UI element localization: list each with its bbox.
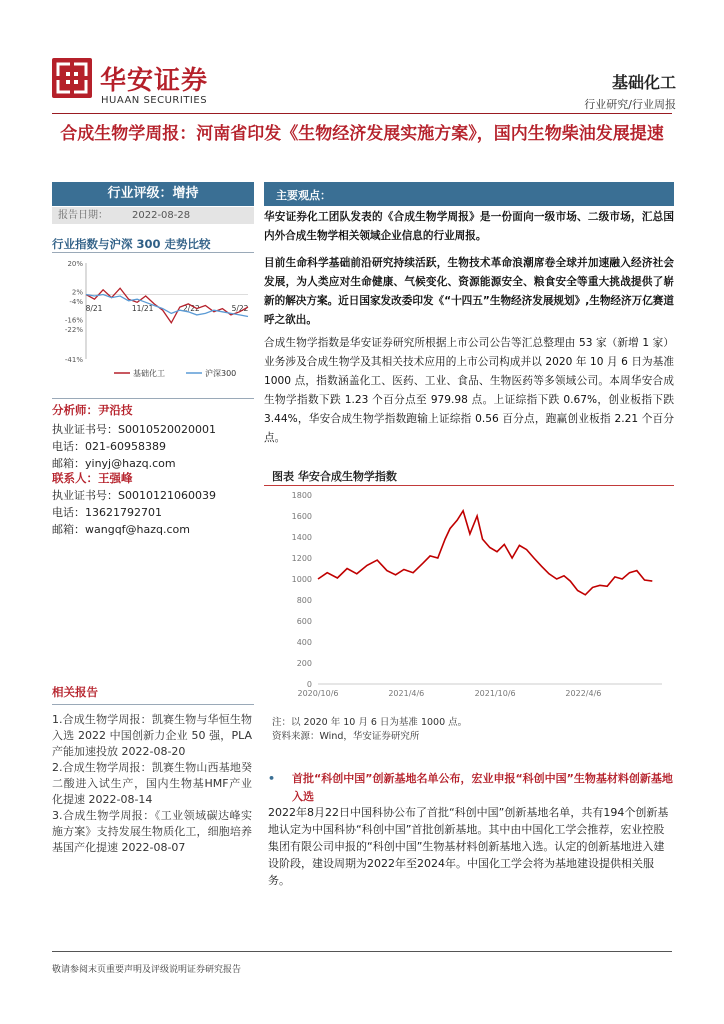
figure-divider [264,485,674,486]
y-tick-label: 2% [71,288,83,297]
x-tick-label: 2021/10/6 [474,689,516,698]
y-tick-label: 1800 [291,491,312,500]
figure-source: 资料来源：Wind，华安证券研究所 [272,731,420,742]
related-reports-list [52,712,252,856]
index-line [318,511,652,595]
y-tick-label: 600 [296,617,312,626]
logo-text-en: HUAAN SECURITIES [101,95,208,106]
paragraph-background: 目前生命科学基础前沿研究持续活跃，生物技术革命浪潮席卷全球并加速融入经济社会发展，为人类应对生命健康、气候变化、资源能源安全、粮食安全等重大挑战提供了崭新的解决方案。近日国家发改委印发《“十四五”生物经济发展规划》,生物经济万亿赛道呼之欲出。 [264,257,674,326]
paragraph-intro: 华安证券化工团队发表的《合成生物学周报》是一份面向一级市场、二级市场，汇总国内外合成生物学相关领域企业信息的行业周报。 [264,211,674,242]
huaan-logo-icon [52,58,92,98]
index-chart-title: 行业指数与沪深 300 走势比较 [52,237,211,251]
analyst-heading: 分析师：尹沿技 [52,403,133,417]
y-tick-label: -22% [64,326,83,335]
report-date-value: 2022-08-28 [132,210,191,221]
x-tick-label: 2021/4/6 [388,689,425,698]
synbio-index-chart [270,487,670,702]
analyst-phone: 电话：021-60958389 [52,440,166,453]
y-tick-label: -16% [64,316,83,325]
y-tick-label: 1000 [291,575,312,584]
legend-label: 基础化工 [133,369,165,378]
x-tick-label: 5/22 [231,303,249,313]
x-tick-label: 11/21 [131,303,154,313]
report-date-label: 报告日期： [58,210,108,221]
report-date-row [52,207,254,224]
report-type-label: 行业研究/行业周报 [584,98,676,111]
y-tick-label: 800 [296,596,312,605]
analyst-divider [52,398,254,399]
contact-email: 邮箱：wangqf@hazq.com [52,523,191,536]
header-divider [52,113,672,114]
contact-license: 执业证书号：S0010121060039 [52,489,216,502]
y-tick-label: 1400 [291,533,312,542]
y-tick-label: 0 [306,680,312,689]
figure-note: 注：以 2020 年 10 月 6 日为基准 1000 点。 [272,717,468,728]
y-tick-label: 20% [67,260,83,268]
key-points-bar [264,182,674,206]
industry-vs-hs300-chart [52,255,254,385]
related-divider [52,704,254,705]
analyst-license: 执业证书号：S0010520020001 [52,423,216,436]
figure-title: 图表 华安合成生物学指数 [272,470,397,483]
y-tick-label: -4% [69,297,83,306]
y-tick-label: 1600 [291,512,312,521]
related-report-item[interactable]: 1.合成生物学周报：凯赛生物与华恒生物入选 2022 中国创新力企业 50 强，PLA 产能加速投放 2022-08-20 [52,713,252,758]
key-points-label: 主要观点： [276,189,331,202]
footer-divider [52,951,672,952]
footer-disclaimer: 敬请参阅末页重要声明及评级说明证券研究报告 [52,965,242,975]
related-reports-heading: 相关报告 [52,685,98,699]
y-tick-label: 1200 [291,554,312,563]
bullet-icon: • [268,772,276,785]
y-tick-label: 200 [296,659,312,668]
sector-label: 基础化工 [611,73,676,92]
x-tick-label: 2022/4/6 [565,689,602,698]
paragraph-index-summary: 合成生物学指数是华安证券研究所根据上市公司公告等汇总整理由 53 家（新增 1 家）业务涉及合成生物学及其相关技术应用的上市公司构成并以 2020 年 10 月 6 日为基准 1000 点，指数涵盖化工、医药、工业、食品、生物医药等多领域公司。本周华安合成生物学指数下跌 1.23 个百分点至 979.98 点。上证综指下跌 0.67%，创业板指下跌 3.44%，华安合成生物学指数跑输上证综指 0.56 百分点，跑赢创业板指 2.21 个百分点。 [264,337,674,444]
report-title: 合成生物学周报：河南省印发《生物经济发展实施方案》，国内生物柴油发展提速 [60,124,664,144]
contact-heading: 联系人：王强峰 [52,471,133,485]
x-tick-label: 8/21 [85,303,103,313]
news-body: 2022年8月22日中国科协公布了首批“科创中国”创新基地名单，共有194个创新基地认定为中国科协“科创中国”首批创新基地。其中由中国化工学会推荐，宏业控股集团有限公司申报的“科创中国”生物基材料创新基地入选。认定的创新基地进入建设阶段，建设周期为2022年至2024年。中国化工学会将为基地建设提供相关服务。 [268,806,669,887]
legend-label: 沪深300 [205,369,237,378]
analyst-email: 邮箱：yinyj@hazq.com [52,457,176,470]
y-tick-label: -41% [64,356,83,364]
y-tick-label: 400 [296,638,312,647]
x-tick-label: 2020/10/6 [297,689,339,698]
news-heading-text: 首批“科创中国”创新基地名单公布，宏业申报“科创中国”生物基材料创新基地入选 [292,772,673,803]
contact-phone: 电话：13621792701 [52,506,162,519]
related-report-item[interactable]: 3.合成生物学周报：《工业领域碳达峰实施方案》支持发展生物质化工，细胞培养基国产化提速 2022-08-07 [52,809,252,854]
index-chart-divider [52,252,254,253]
series-line [86,288,248,323]
industry-rating: 行业评级：增持 [52,182,254,206]
related-report-item[interactable]: 2.合成生物学周报：凯赛生物山西基地癸二酸进入试生产，国内生物基HMF产业化提速 2022-08-14 [52,761,252,806]
series-line [86,295,248,317]
logo-text-cn: 华安证券 [100,66,209,96]
x-tick-label: 2/22 [182,303,200,313]
